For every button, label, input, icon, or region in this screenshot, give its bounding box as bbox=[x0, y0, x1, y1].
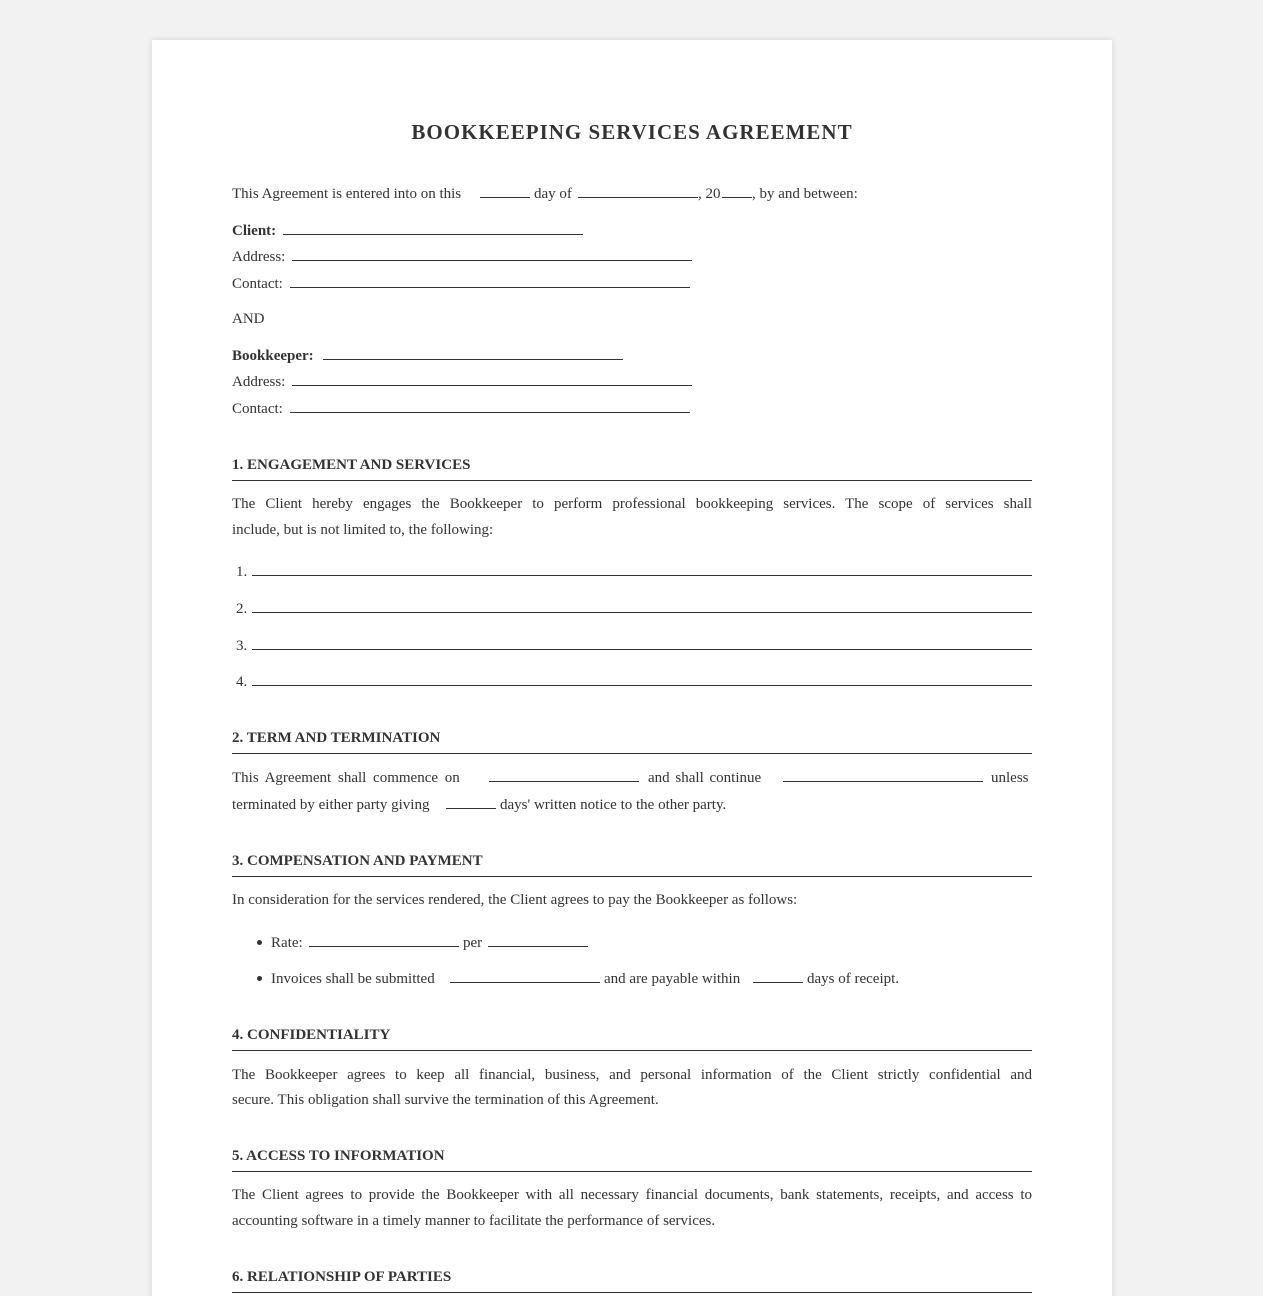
intro-text-1: This Agreement is entered into on this bbox=[232, 186, 462, 202]
bookkeeper-contact-blank[interactable] bbox=[290, 412, 690, 413]
service-item-blank[interactable] bbox=[252, 649, 1032, 650]
bookkeeper-contact-label: Contact: bbox=[232, 401, 283, 417]
service-item-blank[interactable] bbox=[252, 612, 1032, 613]
section-2-heading: 2. TERM AND TERMINATION bbox=[232, 729, 1032, 754]
client-contact-blank[interactable] bbox=[290, 287, 690, 288]
section-5-paragraph-line-1: The Client agrees to provide the Bookkeeper with all necessary financial documents, bank statements, receipts, and access to bbox=[232, 1187, 1032, 1203]
term-continue-blank[interactable] bbox=[783, 781, 983, 782]
invoice-text-3: days of receipt. bbox=[807, 971, 900, 987]
notice-days-blank[interactable] bbox=[446, 808, 496, 809]
bullet-icon bbox=[257, 940, 262, 945]
rate-label: Rate: bbox=[271, 935, 303, 951]
intro-text-3: , 20 bbox=[698, 186, 721, 202]
term-text-5: days' written notice to the other party. bbox=[500, 797, 727, 813]
bullet-icon bbox=[257, 976, 262, 981]
rate-period-blank[interactable] bbox=[488, 946, 588, 947]
section-3-paragraph: In consideration for the services rendered, the Client agrees to pay the Bookkeeper as follows: bbox=[232, 892, 798, 908]
section-4-heading: 4. CONFIDENTIALITY bbox=[232, 1026, 1032, 1051]
section-5-paragraph-line-2: accounting software in a timely manner to facilitate the performance of services. bbox=[232, 1213, 716, 1229]
document-title: BOOKKEEPING SERVICES AGREEMENT bbox=[411, 120, 853, 144]
client-address-label: Address: bbox=[232, 249, 286, 265]
client-name-blank[interactable] bbox=[283, 234, 583, 235]
service-item-number: 1. bbox=[236, 564, 248, 580]
intro-day-blank[interactable] bbox=[480, 197, 530, 198]
bookkeeper-address-blank[interactable] bbox=[292, 385, 692, 386]
section-1-heading: 1. ENGAGEMENT AND SERVICES bbox=[232, 456, 1032, 481]
client-contact-label: Contact: bbox=[232, 276, 283, 292]
invoice-frequency-blank[interactable] bbox=[450, 982, 600, 983]
intro-year-blank[interactable] bbox=[722, 197, 752, 198]
bookkeeper-name-blank[interactable] bbox=[323, 359, 623, 360]
intro-text-2: day of bbox=[534, 186, 572, 202]
term-start-blank[interactable] bbox=[489, 781, 639, 782]
section-5-heading: 5. ACCESS TO INFORMATION bbox=[232, 1147, 1032, 1172]
invoice-text-2: and are payable within bbox=[604, 971, 741, 987]
payment-days-blank[interactable] bbox=[753, 982, 803, 983]
term-text-3: unless bbox=[991, 770, 1029, 786]
section-4-paragraph-line-2: secure. This obligation shall survive the termination of this Agreement. bbox=[232, 1092, 659, 1108]
rate-amount-blank[interactable] bbox=[309, 946, 459, 947]
service-item-number: 2. bbox=[236, 601, 248, 617]
term-text-4: terminated by either party giving bbox=[232, 797, 430, 813]
client-address-blank[interactable] bbox=[292, 260, 692, 261]
section-6-heading: 6. RELATIONSHIP OF PARTIES bbox=[232, 1268, 1032, 1293]
invoice-text-1: Invoices shall be submitted bbox=[271, 971, 435, 987]
service-item-number: 3. bbox=[236, 638, 248, 654]
section-3-heading: 3. COMPENSATION AND PAYMENT bbox=[232, 852, 1032, 877]
service-item-number: 4. bbox=[236, 674, 248, 690]
document-page bbox=[152, 40, 1112, 1296]
term-text-1: This Agreement shall commence on bbox=[232, 770, 460, 786]
service-item-blank[interactable] bbox=[252, 685, 1032, 686]
intro-month-blank[interactable] bbox=[578, 197, 698, 198]
section-1-paragraph-line-2: include, but is not limited to, the following: bbox=[232, 522, 494, 538]
intro-text-4: , by and between: bbox=[752, 186, 858, 202]
and-separator: AND bbox=[232, 311, 265, 327]
section-1-paragraph-line-1: The Client hereby engages the Bookkeeper to perform professional bookkeeping services. The scope of services shall bbox=[232, 496, 1032, 512]
rate-per-label: per bbox=[463, 935, 483, 951]
bookkeeper-label: Bookkeeper: bbox=[232, 348, 314, 364]
bookkeeper-address-label: Address: bbox=[232, 374, 286, 390]
term-text-2: and shall continue bbox=[648, 770, 762, 786]
service-item-blank[interactable] bbox=[252, 575, 1032, 576]
section-4-paragraph-line-1: The Bookkeeper agrees to keep all financial, business, and personal information of the Client strictly confidential and bbox=[232, 1067, 1032, 1083]
client-label: Client: bbox=[232, 223, 277, 239]
